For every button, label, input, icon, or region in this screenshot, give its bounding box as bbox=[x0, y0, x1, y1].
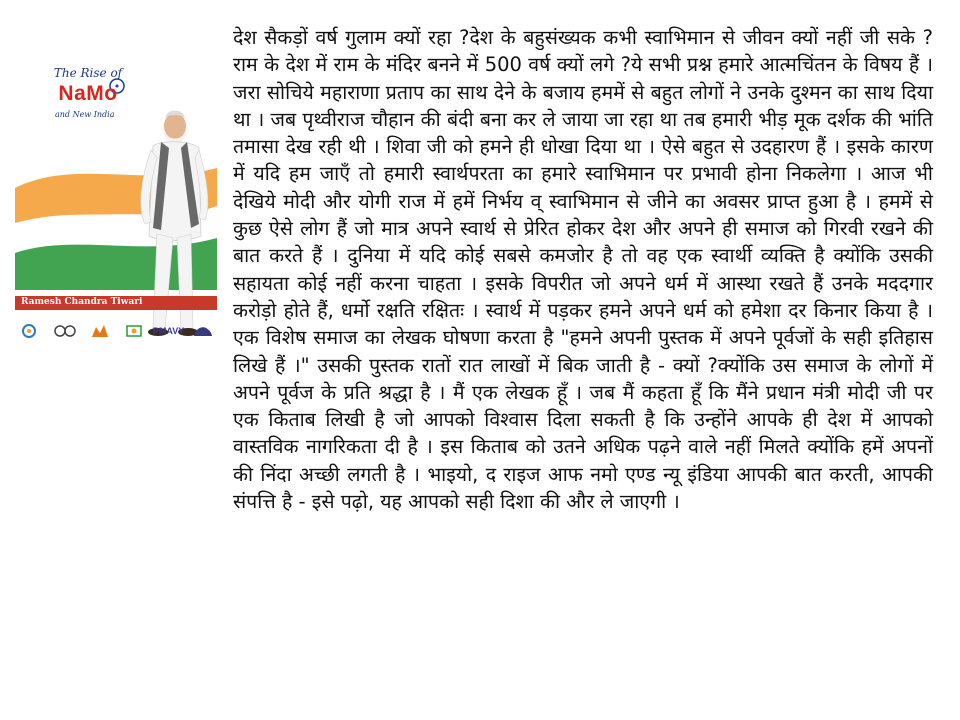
cover-logo-row bbox=[19, 320, 215, 342]
cover-title-suffix: and New India bbox=[55, 110, 115, 119]
lion-logo-icon bbox=[191, 322, 215, 340]
digital-india-logo-icon bbox=[19, 322, 43, 340]
book-cover bbox=[15, 38, 217, 350]
article-body-text: देश सैकड़ों वर्ष गुलाम क्यों रहा ?देश के बहुसंख्यक कभी स्वाभिमान से जीवन क्यों नहीं जी सके ?राम के देश में राम के मंदिर बनने में 500 वर्ष क्यों लगे ?ये सभी प्रश्न हमारे आत्मचिंतन के विषय हैं । जरा सोचिये महाराणा प्रताप का साथ देने के बजाय हममें से बहुत लोगों ने उनके दुश्मन का साथ दिया था । जब पृथ्वीराज चौहान की बंदी बना कर ले जाया जा रहा था तब हमारी भीड़ मूक दर्शक की भांति तमासा देख रही थी । शिवा जी को हमने ही धोखा दिया था । ऐसे बहुत से उदहारण हैं । इसके कारण में यदि हम जाएँ तो हमारी स्वार्थपरता का हमारे स्वाभिमान पर प्रभावी होना निकलेगा । आज भी देखिये मोदी और योगी राज में हमें निर्भय व् स्वाभिमान से जीने का अवसर प्राप्त हुआ है । हममें से कुछ ऐसे लोग हैं जो मात्र अपने स्वार्थ से प्रेरित होकर देश और अपने ही समाज को गिरवी रखने की बात करते हैं । दुनिया में यदि कोई सबसे कमजोर है तो वह एक स्वार्थी व्यक्ति है क्योंकि उसकी सहायता कोई नहीं करना चाहता । इसके विपरीत जो अपने धर्म में आस्था रखते हैं उनके मददगार करोड़ो होते हैं, धर्मो रक्षति रक्षितः । स्वार्थ में पड़कर हमने अपने धर्म को हमेशा दर किनार किया है । एक विशेष समाज का लेखक घोषणा करता है "हमने अपनी पुस्तक में अपने पूर्वजों के सही इतिहास लिखे हैं ।" उसकी पुस्तक रातों रात लाखों में बिक जाती है - क्यों ?क्योंकि उस समाज के लोगों में अपने पूर्वज के प्रति श्रद्धा है । मैं एक लेखक हूँ । जब मैं कहता हूँ कि मैंने प्रधान मंत्री मोदी जी पर एक किताब लिखी है जो आपको विश्वास दिला सकती है कि उन्होंने आपके ही देश में आपको वास्तविक नागरिकता दी है । इस किताब को उतने अधिक पढ़ने वाले नहीं मिलते क्योंकि हमें अपनों की निंदा अच्छी लगती है । भाइयो, द राइज आफ नमो एण्ड न्यू इंडिया आपकी बात करती, आपकी संपत्ति है - इसे पढ़ो, यह आपको सही दिशा की और ले जाएगी । bbox=[233, 26, 933, 514]
cover-title-brand: NaMo bbox=[58, 82, 118, 105]
cover-author: Ramesh Chandra Tiwari bbox=[21, 297, 143, 307]
pmavy-logo-icon bbox=[152, 322, 185, 340]
pmavy-logo-text: PMAVY bbox=[152, 326, 185, 336]
swachh-bharat-logo-icon bbox=[53, 322, 77, 340]
skill-india-logo-icon bbox=[122, 322, 146, 340]
make-in-india-logo-icon bbox=[88, 322, 112, 340]
cover-title-prefix: The Rise of bbox=[53, 66, 123, 80]
